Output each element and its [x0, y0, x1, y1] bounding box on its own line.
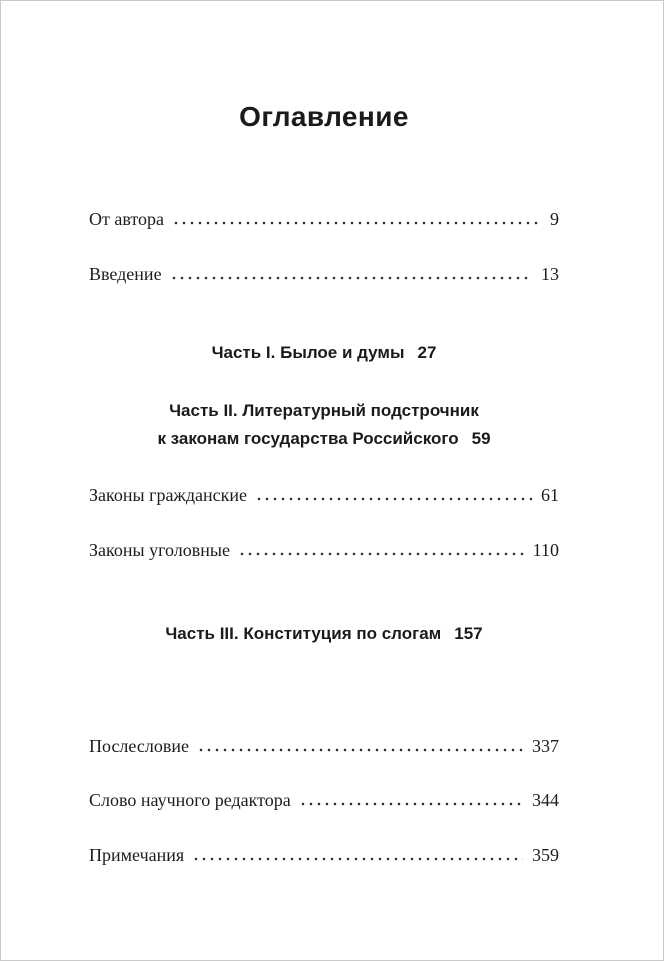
part-heading-3: [89, 620, 559, 648]
part-heading-2: [89, 397, 559, 453]
entry-label: Примечания: [89, 844, 185, 865]
toc-entry-posleslovie: [89, 736, 559, 758]
entry-label: Послесловие: [89, 735, 189, 756]
part-heading-1: [89, 339, 559, 367]
toc-entry-vvedenie: [89, 264, 559, 286]
dot-leader: [194, 857, 523, 861]
part-label: Часть I. Былое и думы: [211, 343, 405, 363]
entry-label: Слово научного редактора: [89, 790, 291, 811]
toc-entry-zakony-grazhdanskie: [89, 485, 559, 507]
part-page-number: 59: [471, 429, 491, 449]
part-page-number: 27: [417, 343, 437, 363]
part-page-number: 157: [454, 623, 483, 643]
part-label-line2: к законам государства Российского: [157, 429, 459, 449]
dot-leader: [199, 748, 523, 752]
entry-label: Законы уголовные: [89, 539, 230, 560]
part-label-line1: Часть II. Литературный подстрочник: [169, 401, 479, 421]
entry-page-number: 9: [550, 209, 559, 229]
dot-leader: [301, 802, 523, 806]
entry-page-number: 359: [532, 844, 559, 865]
entry-page-number: 13: [541, 263, 559, 284]
dot-leader: [174, 221, 541, 225]
entry-page-number: 344: [532, 790, 559, 811]
entry-label: Законы гражданские: [89, 485, 248, 506]
toc-entry-ot-avtora: [89, 209, 559, 231]
dot-leader: [257, 497, 532, 501]
part-label-line2-row: [89, 425, 559, 453]
page-title: Оглавление: [239, 101, 409, 132]
dot-leader: [240, 552, 524, 556]
part-label: Часть III. Конституция по слогам: [165, 623, 442, 643]
entry-label: От автора: [89, 209, 165, 229]
entry-page-number: 110: [532, 539, 559, 560]
toc-entry-primechaniya: [89, 845, 559, 867]
toc-entry-zakony-ugolovnye: [89, 540, 559, 562]
dot-leader: [172, 276, 532, 280]
entry-page-number: 337: [532, 735, 559, 756]
entry-page-number: 61: [541, 485, 559, 506]
entry-label: Введение: [89, 263, 162, 284]
toc-entry-slovo-redaktora: [89, 790, 559, 812]
